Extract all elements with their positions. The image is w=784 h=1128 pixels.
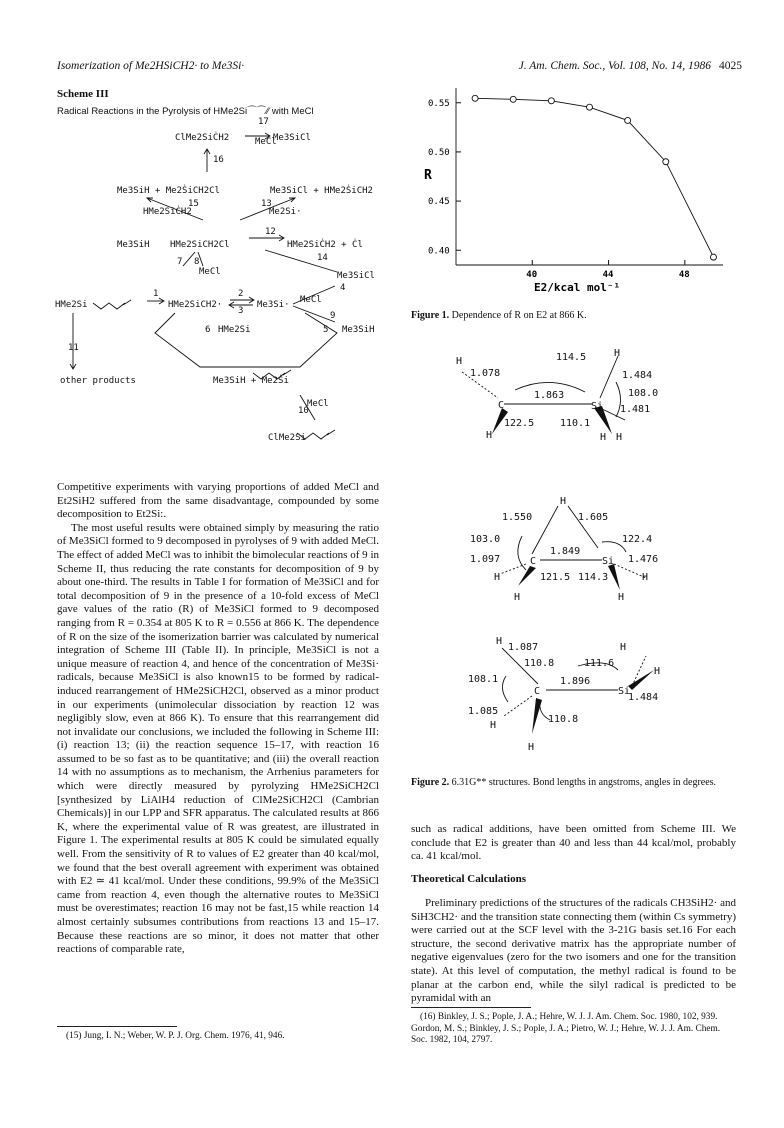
reagent-7: MeCl (199, 267, 221, 277)
s2-h-b2: H (618, 592, 625, 603)
s2-b2: 1.605 (578, 512, 609, 523)
figure1-label: Figure 1. (411, 310, 450, 321)
species-me3sih: Me3SiH (117, 240, 150, 250)
section-heading: Theoretical Calculations (411, 873, 526, 885)
data-point (548, 98, 554, 104)
s2-b1: 1.550 (502, 512, 533, 523)
y-tick-label: 0.50 (428, 147, 450, 158)
structure-transition-state (470, 496, 710, 604)
num-1: 1 (153, 289, 159, 299)
s3-h-right2: H (654, 666, 661, 677)
s2-h-top: H (560, 496, 567, 507)
reagent-10: MeCl (307, 399, 329, 409)
s2-b3: 1.849 (550, 546, 581, 557)
species-hme2sich2-cl: HMe2SiĊH2 + Ċl (287, 240, 363, 250)
s3-b2: 1.896 (560, 676, 591, 687)
s3-h-left: H (490, 720, 497, 731)
paragraph-most-useful: The most useful results were obtained simply by measuring the ratio of Me3SiCl formed to 9 decomposed in pyrolyses of 9 with added MeCl. The effect of added MeCl was to inhibit the bimolecular reactions of 9 in Scheme II, thus reducing the rate constants for decomposition of 9 by about one-third. The results in Table I for formation of Me3SiCl and for total decomposition of 9 in the presence of a 10-fold excess of MeCl gave values of the ratio (R) of Me3SiCl formed to 9 decomposed ranging from R = 0.354 at 805 K to R = 0.556 at 866 K. The dependence of R on the size of the isomerization barrier was calculated by numerical integration of Scheme III (Table II). In principle, Me3SiCl is not a unique measure of reaction 4, and hence of the concentration of Me3Si· radicals, because Me3SiCl is also known15 to be formed by radical-induced rearrangement of HMe2SiCH2Cl, observed as a minor product in our experiments (unimolecular dissociation by reaction 12 was negligibly slow, even at 866 K). To ensure that this rearrangement did not invalidate our conclusions, we included the following in Scheme III: (i) reaction 13; (ii) the reaction sequence 15–17, with reaction 16 assumed to be so fast as to be quantitative; and (iii) the overall reaction 14 with no assumptions as to mechanism, the Arrhenius parameters for which were directly measured by pyrolyzing HMe2SiCH2Cl [synthesized by LiAlH4 reduction of ClMe2SiCH2Cl (Cambrian Chemicals)] in our LPP and SFR apparatus. The calculated results at 866 K, where the experimental value of R was greatest, are illustrated in Figure 1. The experimental results at 805 K could be simulated equally well. From the sensitivity of R to values of E2 greater than 40 kcal/mol, we found that the best overall agreement with experiment was obtained with E2 ≃ 41 kcal/mol. Under these conditions, 99.9% of the Me3SiCl came from reaction 4, even though the alternative routes to Me3SiCl must be overestimates; reaction 16 may not be fast,15 while reaction 14 almost certainly subsumes contributions from reactions 13 and 15–17. Because these reactions are so minor, it does not matter that other reactions of comparable rate, (57, 521, 379, 956)
num-16: 16 (213, 155, 224, 165)
y-tick-label: 0.45 (428, 197, 450, 208)
s3-c-atom: C (534, 686, 541, 697)
running-head-title: Isomerization of Me2HSiCH2· to Me3Si· (57, 60, 245, 72)
figure2-caption (411, 777, 736, 790)
figure1-caption-text: Dependence of R on E2 at 866 K. (451, 310, 587, 321)
num-8: 8 (194, 257, 200, 267)
right-column-theory (411, 897, 736, 1006)
figure2-caption-text: 6.31G** structures. Bond lengths in angstroms, angles in degrees. (451, 777, 717, 788)
right-column-continuation: such as radical additions, have been omitted from Scheme III. We conclude that E2 is greater than 40 and less than 44 kcal/mol, probably ca. 41 kcal/mol. (411, 823, 736, 863)
num-4: 4 (340, 283, 346, 293)
data-point (472, 95, 478, 101)
s2-h-b1: H (514, 592, 521, 603)
y-tick-label: 0.55 (428, 98, 450, 109)
footnote-rule-right (411, 1007, 531, 1008)
footnote-16: (16) Binkley, J. S.; Pople, J. A.; Hehre, W. J. J. Am. Chem. Soc. 1980, 102, 939. Gordon, M. S.; Binkley, J. S.; Pople, J. A.; Pietro, W. J.; Hehre, W. J. J. Am. Chem. Soc. 1982, 104, 2797. (411, 1012, 721, 1045)
num-6: 6 (205, 325, 211, 335)
s1-b4: 1.481 (620, 404, 651, 415)
num-11: 11 (68, 343, 79, 353)
s3-b1: 1.087 (508, 642, 539, 653)
s3-h-top: H (496, 636, 503, 647)
reagent-6: HMe2Si (218, 325, 251, 335)
structure-ch3sih2-radical (468, 630, 708, 758)
figure1-caption (411, 310, 736, 323)
x-axis-label: E2/kcal mol⁻¹ (534, 281, 621, 294)
page-number: 4025 (719, 60, 742, 72)
s2-a2: 122.4 (622, 534, 653, 545)
data-point (710, 254, 716, 260)
species-hme2si-start: HMe2Si (55, 300, 88, 310)
species-me3sih-right: Me3SiH (342, 325, 375, 335)
s1-b2: 1.863 (534, 390, 565, 401)
s2-h-right: H (642, 572, 649, 583)
s1-a1: 114.5 (556, 352, 587, 363)
species-hme2sich2cl: HMe2SiCH2Cl (170, 240, 230, 250)
x-tick-label: 44 (602, 270, 614, 280)
journal-citation: J. Am. Chem. Soc., Vol. 108, No. 14, 1986 (518, 60, 711, 72)
scheme-subtitle: Radical Reactions in the Pyrolysis of HMe2Si⌒⌒⁄⁄ with MeCl (57, 106, 314, 117)
s2-b4: 1.097 (470, 554, 501, 565)
data-series-line (475, 98, 713, 257)
num-17: 17 (258, 117, 269, 127)
s3-a1: 110.8 (524, 658, 555, 669)
species-hme2sich2-radical: HMe2SiCH2· (168, 300, 223, 310)
paragraph-theory: Preliminary predictions of the structures of the radicals CH3SiH2· and SiH3CH2· and the transition state connecting them (within Cs symmetry) were carried out at the SCF level with the 3-21G basis set.16 For each structure, the second derivative matrix has the appropriate number of negative eigenvalues (zero for the two isomers and one for the transition state). At this level of computation, the methyl radical is found to be planar at the carbon end, while the silyl radical is predicted to be pyramidal with an (411, 897, 736, 1005)
species-me3sih-me2sich2cl: Me3SiH + Me2ṠiCH2Cl (117, 186, 220, 196)
y-tick-label: 0.40 (428, 246, 450, 257)
s3-h-bottom: H (528, 742, 535, 753)
num-12: 12 (265, 227, 276, 237)
species-me3sicl-right: Me3SiCl (337, 271, 375, 281)
s3-a4: 110.8 (548, 714, 579, 725)
species-me3si-radical: Me3Si· (257, 300, 290, 310)
footnote-rule-left (57, 1026, 177, 1027)
x-tick-label: 48 (678, 270, 690, 280)
s3-si-atom: Si (618, 686, 631, 697)
s3-b4: 1.085 (468, 706, 499, 717)
scheme-diagram (55, 110, 385, 470)
figure1-chart (408, 78, 738, 296)
s1-h-b1: H (486, 430, 493, 441)
s1-a3: 122.5 (504, 418, 535, 429)
num-2: 2 (238, 289, 244, 299)
left-column-text (57, 481, 379, 957)
species-clme2sich2: ClMe2SiĊH2 (175, 133, 230, 143)
scheme-title: Scheme III (57, 88, 109, 100)
data-point (663, 159, 669, 165)
num-10: 10 (298, 406, 309, 416)
figure2-label: Figure 2. (411, 777, 450, 788)
num-15: 15 (188, 199, 199, 209)
running-head-journal (519, 60, 742, 72)
y-axis-label: R (424, 168, 432, 183)
data-point (510, 96, 516, 102)
num-14: 14 (317, 253, 328, 263)
reagent-15: HMe2SiĊH2 (143, 207, 192, 217)
s1-b1: 1.078 (470, 368, 501, 379)
s1-si-atom: Si (591, 401, 604, 412)
footnote-15: (15) Jung, I. N.; Weber, W. P. J. Org. Chem. 1976, 41, 946. (66, 1031, 285, 1041)
s2-si-atom: Si (602, 556, 615, 567)
data-point (625, 117, 631, 123)
s1-c-atom: C (498, 400, 505, 411)
species-me3sicl-top: Me3SiCl (273, 133, 311, 143)
num-9: 9 (330, 311, 336, 321)
reagent-17: MeCl (255, 137, 277, 147)
data-point (587, 104, 593, 110)
s3-b3: 1.484 (628, 692, 659, 703)
paragraph-competitive: Competitive experiments with varying proportions of added MeCl and Et2SiH2 suffered from the same disadvantage, compounded by some decomposition to Et2Si:. (57, 481, 379, 521)
structure-sih2ch3-radical (440, 342, 680, 442)
s2-c-atom: C (530, 556, 537, 567)
num-13: 13 (261, 199, 272, 209)
s2-h-left: H (494, 572, 501, 583)
s1-b3: 1.484 (622, 370, 653, 381)
reagent-13: Me2Si· (269, 207, 302, 217)
s2-a3: 121.5 (540, 572, 571, 583)
s1-h-b2: H (600, 432, 607, 442)
s1-a2: 108.0 (628, 388, 659, 399)
species-other-products: other products (60, 376, 136, 386)
chart-axes (456, 88, 723, 265)
x-tick-label: 40 (526, 270, 538, 280)
num-5: 5 (323, 325, 329, 335)
s1-h-top: H (614, 348, 621, 359)
s1-h-b3: H (616, 432, 623, 442)
num-3: 3 (238, 306, 244, 316)
species-me3sicl-hme2sich2: Me3SiCl + HMe2ṠiCH2 (270, 186, 373, 196)
s1-a4: 110.1 (560, 418, 591, 429)
x-ticks (526, 260, 689, 280)
species-me3sih-me2si: Me3SiH + Me2Ṡi (213, 376, 289, 386)
s2-b5: 1.476 (628, 554, 659, 565)
s3-h-right1: H (620, 642, 627, 653)
s2-a4: 114.3 (578, 572, 609, 583)
s3-a2: 111.6 (584, 658, 615, 669)
s1-h-left: H (456, 356, 463, 367)
reagent-4: MeCl (300, 295, 322, 305)
species-clme2si: ClMe2Si (268, 433, 306, 443)
s3-a3: 108.1 (468, 674, 499, 685)
num-7: 7 (177, 257, 183, 267)
s2-a1: 103.0 (470, 534, 501, 545)
data-points (472, 95, 716, 260)
